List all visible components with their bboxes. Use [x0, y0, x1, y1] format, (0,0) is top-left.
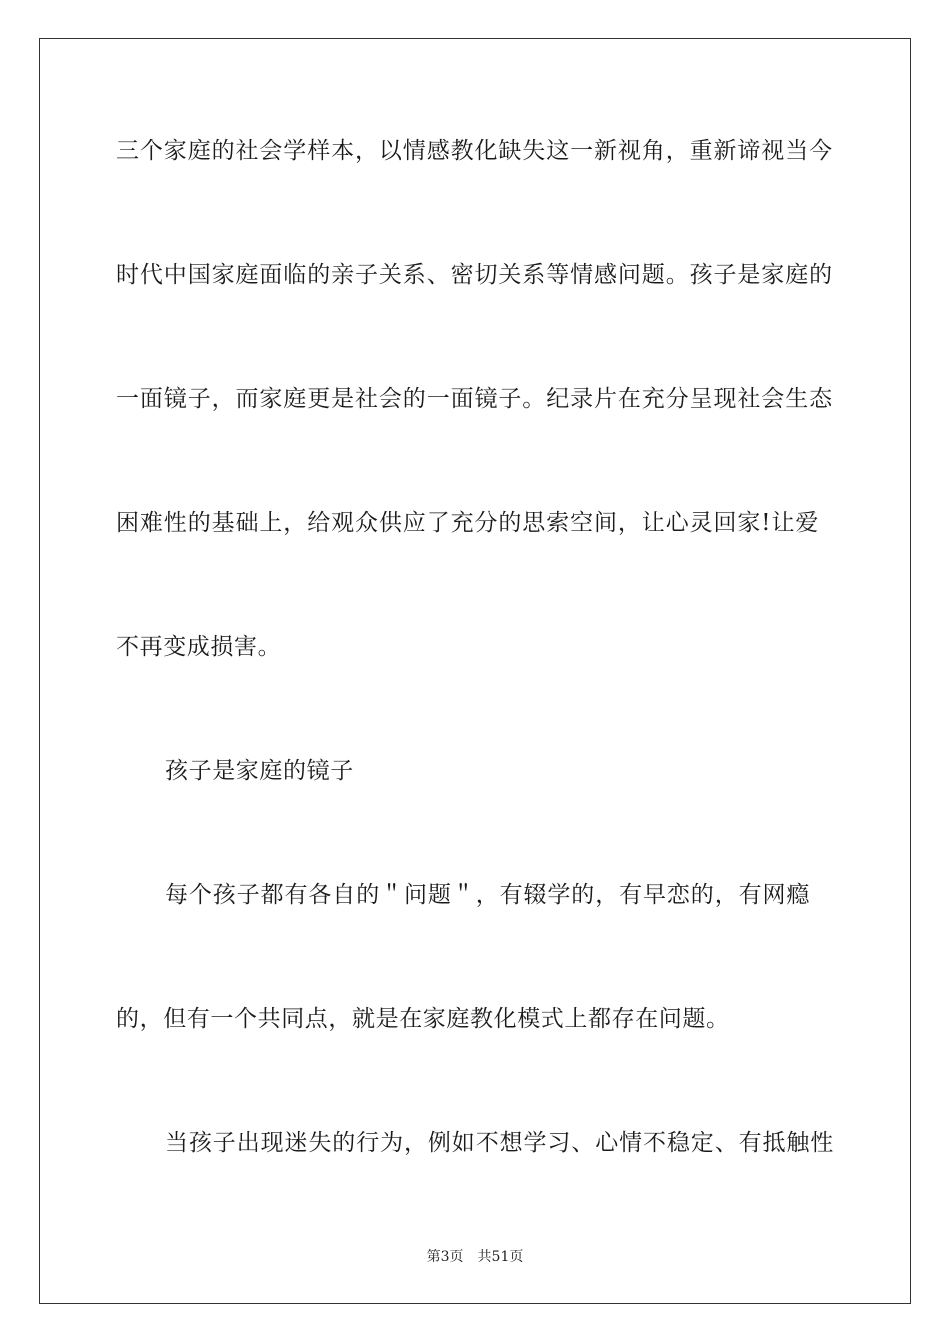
page-border [39, 38, 911, 1304]
paragraph-line: 不再变成损害。 [116, 634, 282, 660]
paragraph-line: 三个家庭的社会学样本，以情感教化缺失这一新视角，重新谛视当今 [116, 138, 833, 164]
section-heading: 孩子是家庭的镜子 [165, 758, 354, 784]
paragraph-line: 每个孩子都有各自的＂问题＂，有辍学的，有早恋的，有网瘾 [165, 882, 811, 908]
paragraph-line: 一面镜子，而家庭更是社会的一面镜子。纪录片在充分呈现社会生态 [116, 386, 833, 412]
paragraph-line: 时代中国家庭面临的亲子关系、密切关系等情感问题。孩子是家庭的 [116, 262, 833, 288]
page-number-footer: 第3页 共51页 [426, 1249, 524, 1265]
paragraph-line: 的，但有一个共同点，就是在家庭教化模式上都存在问题。 [116, 1006, 730, 1032]
paragraph-line: 当孩子出现迷失的行为，例如不想学习、心情不稳定、有抵触性 [165, 1130, 835, 1156]
paragraph-line: 困难性的基础上，给观众供应了充分的思索空间，让心灵回家!让爱 [116, 510, 820, 536]
